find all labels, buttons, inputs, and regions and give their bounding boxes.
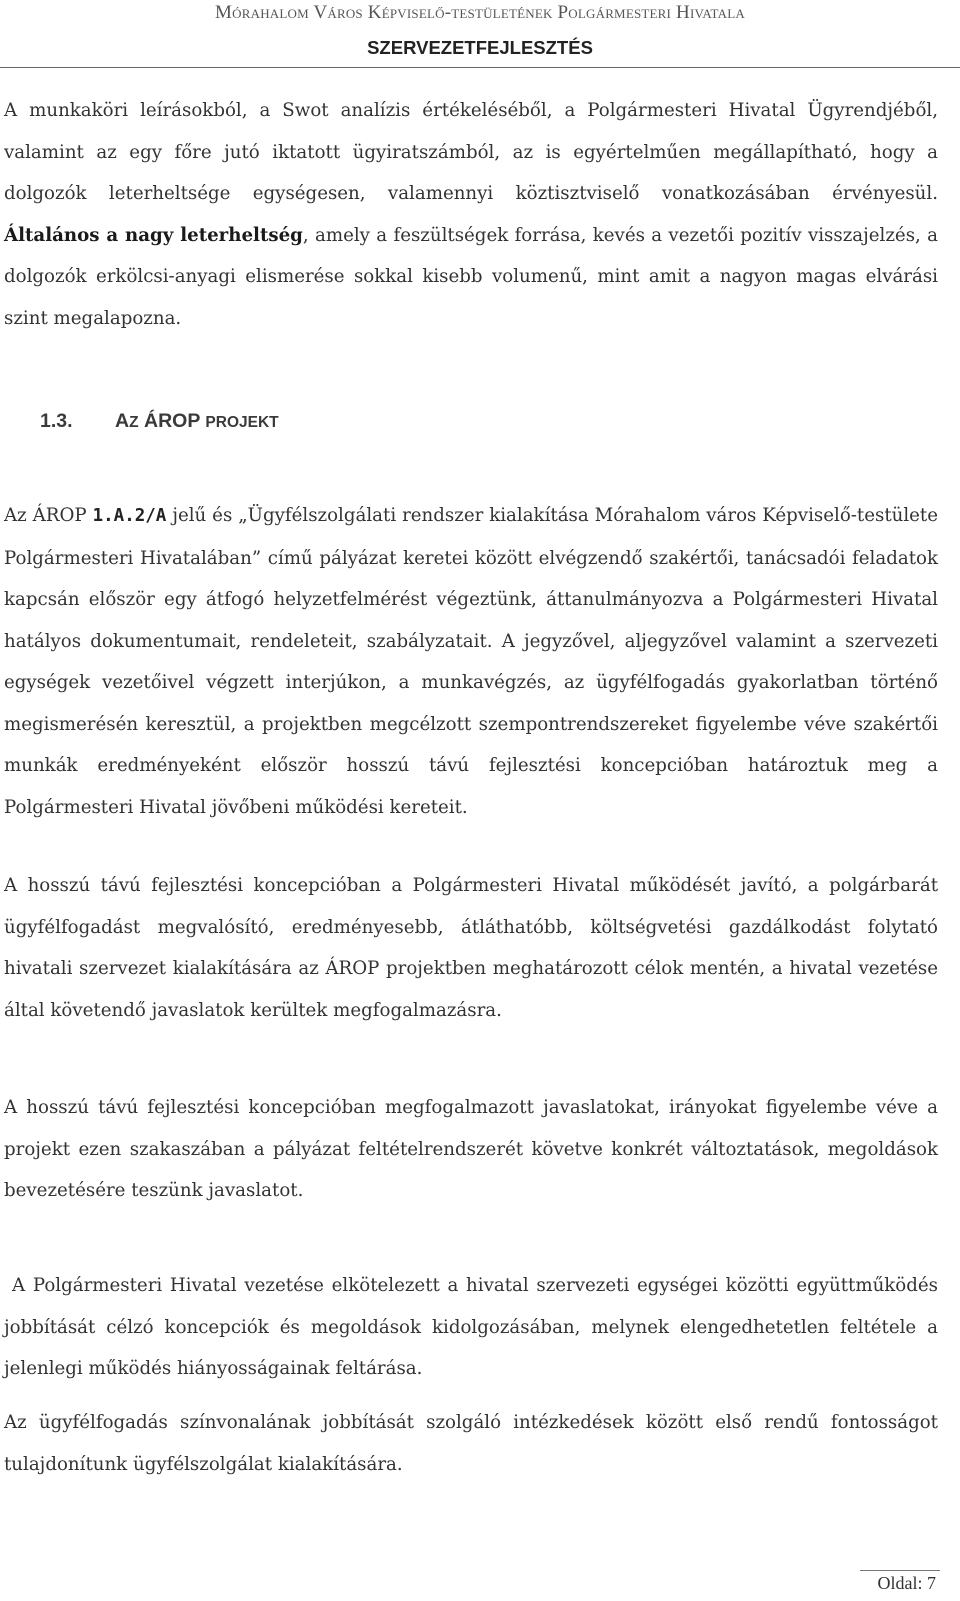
section-title-arop: ÁROP	[143, 410, 200, 432]
paragraph-1-rest: , amely a feszültségek forrása, kevés a vezetői pozitív visszajelzés, a dolgozók erkölcsi-anyagi elismerése sokkal kisebb volumenű, mint amit a nagyon magas elvárási szint megalapozna.	[4, 224, 938, 329]
paragraph-3-text: A hosszú távú fejlesztési koncepcióban a Polgármesteri Hivatal működését javító, a polgárbarát ügyfélfogadást megvalósító, eredményesebb, átláthatóbb, költségvetési gazdálkodást folytató hivatali szervezet kialakítására az ÁROP projektben meghatározott célok mentén, a hivatal vezetése által követendő javaslatok kerültek megfogalmazásra.	[4, 875, 938, 1021]
paragraph-6-text: Az ügyfélfogadás színvonalának jobbítását szolgáló intézkedések között első rendű fontosságot tulajdonítunk ügyfélszolgálat kialakítására.	[4, 1412, 938, 1475]
paragraph-4-text: A hosszú távú fejlesztési koncepcióban megfogalmazott javaslatokat, irányokat figyelembe véve a projekt ezen szakaszában a pályázat feltételrendszerét követve konkrét változtatások, megoldások bevezetésére teszünk javaslatot.	[4, 1097, 938, 1201]
section-title-a-small: Z	[129, 414, 139, 431]
paragraph-1	[4, 90, 938, 339]
paragraph-1-text: A munkaköri leírásokból, a Swot analízis értékeléséből, a Polgármesteri Hivatal Ügyrendjéből, valamint az egy főre jutó iktatott ügyiratszámból, az is egyértelműen megállapítható, hogy a dolgozók leterheltsége egységesen, valamennyi köztisztviselő vonatkozásában érvényesül.	[4, 100, 938, 204]
paragraph-5-text: A Polgármesteri Hivatal vezetése elkötelezett a hivatal szervezeti egységei közötti együttműködés jobbítását célzó koncepciók és megoldások kidolgozásában, melynek elengedhetetlen feltétele a jelenlegi működés hiányosságainak feltárása.	[4, 1275, 938, 1379]
paragraph-2	[4, 495, 938, 828]
section-title-projekt: PROJEKT	[205, 414, 279, 431]
paragraph-5	[4, 1265, 938, 1390]
section-heading	[40, 410, 279, 433]
section-title-a: A	[115, 410, 130, 432]
paragraph-6	[4, 1402, 938, 1485]
project-code: 1.A.2/A	[92, 506, 167, 526]
header-subtitle: SZERVEZETFEJLESZTÉS	[367, 37, 593, 58]
paragraph-2-text: jelű és „Ügyfélszolgálati rendszer kialakítása Mórahalom város Képviselő-testülete Polgármesteri Hivatalában” című pályázat keretei között elvégzendő szakértői, tanácsadói feladatok kapcsán először egy átfogó helyzetfelmérést végeztünk, áttanulmányozva a Polgármesteri Hivatal hatályos dokumentumait, rendeleteit, szabályzatait. A jegyzővel, aljegyzővel valamint a szervezeti egységek vezetőivel végzett interjúkon, a munkavégzés, az ügyfélfogadás gyakorlatban történő megismerésén keresztül, a projektben megcélzott szempontrendszereket figyelembe véve szakértői munkák eredményeként először hosszú távú fejlesztési koncepcióban határoztuk meg a Polgármesteri Hivatal jövőbeni működési kereteit.	[4, 505, 938, 818]
footer-divider	[860, 1570, 940, 1571]
paragraph-1-bold: Általános a nagy leterheltség	[4, 224, 303, 246]
paragraph-3	[4, 865, 938, 1031]
section-number: 1.3.	[40, 410, 73, 432]
header-divider	[0, 67, 960, 68]
page-number: Oldal: 7	[877, 1573, 936, 1593]
paragraph-2-start: Az ÁROP	[4, 505, 87, 526]
header-title: Mórahalom Város Képviselő-testületének Polgármesteri Hivatala	[215, 2, 745, 23]
paragraph-4	[4, 1087, 938, 1212]
